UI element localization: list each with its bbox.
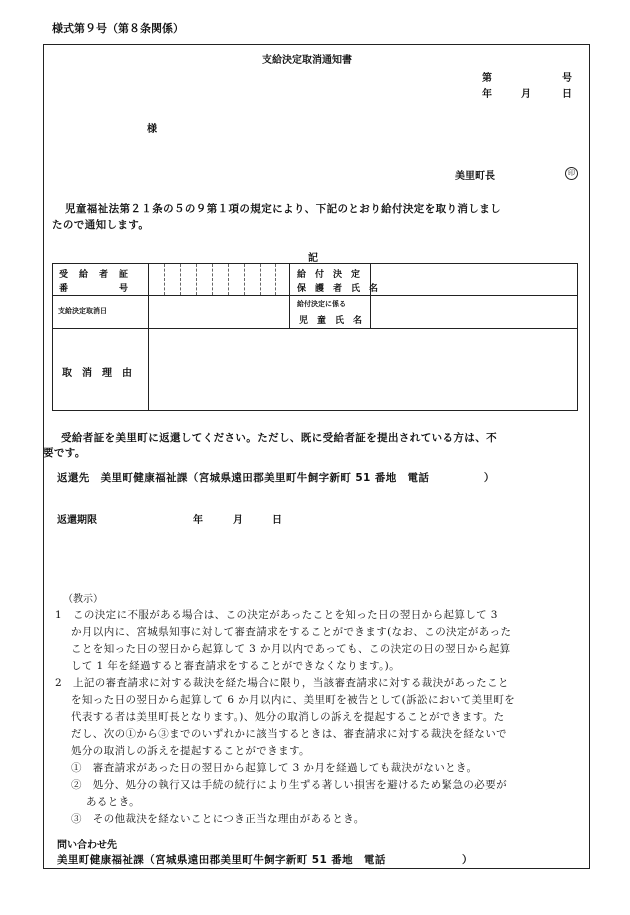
recipient-no-label-2: 番 号 <box>59 284 130 294</box>
contact-line: 美里町健康福祉課（宮城県遠田郡美里町牛飼字新町 51 番地 電話 ） <box>57 854 473 866</box>
return-destination: 返還先 美里町健康福祉課（宮城県遠田郡美里町牛飼字新町 51 番地 電話 ） <box>57 472 495 484</box>
return-deadline-day: 日 <box>272 515 282 526</box>
child-label-2: 児 童 氏 名 <box>299 316 363 326</box>
instruction-item-2-line-2: あるとき。 <box>86 796 141 808</box>
reason-label: 取 消 理 由 <box>62 368 132 379</box>
seal-mark: 印 <box>565 167 578 180</box>
date-month: 月 <box>521 89 531 100</box>
recipient-no-label-1: 受 給 者 証 <box>59 270 130 280</box>
intro-line-2: たので通知します。 <box>52 219 150 231</box>
instruction-1-line-3: ことを知った日の翌日から起算して 3 か月以内であっても、この決定の日の翌日から起算 <box>71 643 511 655</box>
instruction-2-line-4: だし、次の①から③までのいずれかに該当するときは、審査請求に対する裁決を経ないで <box>71 728 507 740</box>
instruction-2-line-1: 2 上記の審査請求に対する裁決を経た場合に限り，当該審査請求に対する裁決があったこと <box>55 677 509 689</box>
guardian-label-2: 保 護 者 氏 名 <box>297 284 379 294</box>
guardian-label-1: 給 付 決 定 <box>297 270 361 280</box>
document-title: 支給決定取消通知書 <box>262 55 352 66</box>
instruction-item-3: ③ その他裁決を経ないことにつき正当な理由があるとき。 <box>71 813 365 825</box>
intro-line-1: 児童福祉法第２１条の５の９第１項の規定により、下記のとおり給付決定を取り消しまし <box>65 203 501 215</box>
return-deadline-label: 返還期限 <box>57 515 97 526</box>
return-deadline-year: 年 <box>193 515 203 526</box>
instruction-2-line-5: 処分の取消しの訴えを提起することができます。 <box>71 745 310 757</box>
cancel-date-label: 支給決定取消日 <box>58 307 107 315</box>
instruction-item-2-line-1: ② 処分、処分の執行又は手続の続行により生ずる著しい損害を避けるため緊急の必要が <box>71 779 507 791</box>
return-notice-line-1: 受給者証を美里町に返還してください。ただし、既に受給者証を提出されている方は、不 <box>61 432 497 444</box>
issuer: 美里町長 <box>455 171 495 182</box>
instruction-1-line-2: か月以内に、宮城県知事に対して審査請求をすることができます(なお、この決定があった <box>71 626 512 638</box>
contact-heading: 問い合わせ先 <box>57 840 117 851</box>
instruction-2-line-2: を知った日の翌日から起算して 6 か月以内に、美里町を被告として(訴訟において美里町を <box>71 694 516 706</box>
date-day: 日 <box>562 89 572 100</box>
addressee-suffix: 様 <box>147 124 157 135</box>
number-prefix: 第 <box>482 73 492 84</box>
return-deadline-month: 月 <box>233 515 243 526</box>
form-label: 様式第９号（第８条関係） <box>52 22 184 35</box>
date-year: 年 <box>482 89 492 100</box>
child-label-1: 給付決定に係る <box>297 300 346 308</box>
return-notice-line-2: 要です。 <box>43 447 86 459</box>
instruction-1-line-1: 1 この決定に不服がある場合は、この決定があったことを知った日の翌日から起算して 3 <box>55 609 498 621</box>
number-suffix: 号 <box>562 73 572 84</box>
instruction-item-1: ① 審査請求があった日の翌日から起算して 3 か月を経過しても裁決がないとき。 <box>71 762 478 774</box>
instruction-2-line-3: 代表する者は美里町長となります。)、処分の取消しの訴えを提起することができます。た <box>71 711 505 723</box>
ki-label: 記 <box>308 253 318 264</box>
instructions-heading: （教示） <box>63 594 103 605</box>
instruction-1-line-4: して 1 年を経過すると審査請求をすることができなくなります。)。 <box>71 660 401 672</box>
